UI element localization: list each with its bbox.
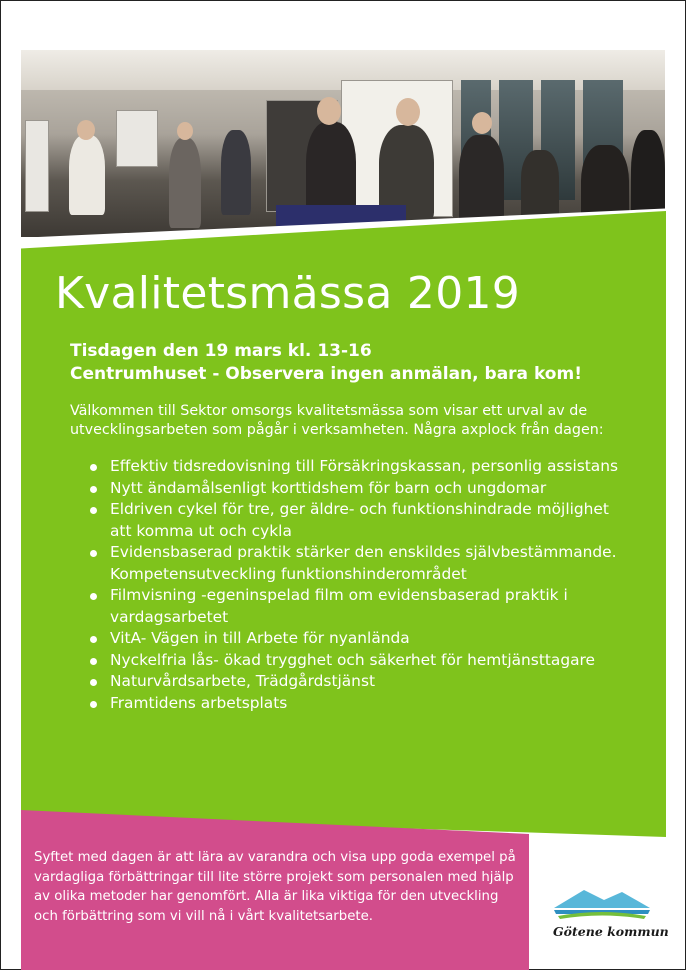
- photo-exhibit-panel: [25, 120, 49, 212]
- list-item: Framtidens arbetsplats: [88, 693, 633, 715]
- list-item: VitA- Vägen in till Arbete för nyanlända: [88, 628, 633, 650]
- logo-text: Götene kommun: [553, 924, 669, 939]
- bullet-icon: [90, 464, 97, 471]
- list-item: Nyckelfria lås- ökad trygghet och säkerhet för hemtjänsttagare: [88, 650, 633, 672]
- bullet-icon: [90, 507, 97, 514]
- bullet-icon: [90, 486, 97, 493]
- photo-person: [221, 130, 251, 215]
- bullet-icon: [90, 701, 97, 708]
- list-item: Naturvårdsarbete, Trädgårdstjänst: [88, 671, 633, 693]
- list-item: Nytt ändamålsenligt korttidshem för barn och ungdomar: [88, 478, 633, 500]
- purpose-text: Syftet med dagen är att lära av varandra och visa upp goda exempel på vardagliga förbättringar till lite större projekt som personalen med hjälp av olika metoder har genomfört. Alla är lika viktiga för den utveckling och förbättring som vi vill nå i vårt kvalitetsarbete.: [34, 850, 516, 924]
- photo-person-head: [77, 120, 95, 140]
- location-line: Centrumhuset - Observera ingen anmälan, bara kom!: [70, 364, 582, 384]
- event-details: [70, 340, 582, 386]
- bullet-icon: [90, 550, 97, 557]
- photo-person: [459, 135, 504, 225]
- list-item: Evidensbaserad praktik stärker den enskildes självbestämmande. Kompetensutveckling funktionshinderområdet: [88, 542, 633, 585]
- photo-person: [169, 138, 201, 228]
- photo-person: [521, 150, 559, 220]
- photo-person: [69, 135, 105, 215]
- event-photo: [21, 50, 665, 237]
- intro-text: Välkommen till Sektor omsorgs kvalitetsmässa som visar ett urval av de utvecklingsarbeten som pågår i verksamheten. Några axplock från dagen:: [70, 403, 604, 438]
- list-item: Filmvisning -egeninspelad film om evidensbaserad praktik i vardagsarbetet: [88, 585, 633, 628]
- page-title: Kvalitetsmässa 2019: [55, 268, 521, 319]
- photo-person-head: [317, 97, 341, 125]
- bullet-icon: [90, 658, 97, 665]
- list-item: Eldriven cykel för tre, ger äldre- och funktionshindrade möjlighet att komma ut och cykla: [88, 499, 633, 542]
- photo-person-head: [396, 98, 420, 126]
- photo-person-head: [177, 122, 193, 140]
- photo-person-head: [472, 112, 492, 134]
- bullet-icon: [90, 679, 97, 686]
- photo-exhibit-panel: [116, 110, 158, 167]
- highlights-list: [88, 456, 633, 714]
- date-line: Tisdagen den 19 mars kl. 13-16: [70, 341, 372, 361]
- bullet-icon: [90, 636, 97, 643]
- list-item: Effektiv tidsredovisning till Försäkringskassan, personlig assistans: [88, 456, 633, 478]
- bullet-icon: [90, 593, 97, 600]
